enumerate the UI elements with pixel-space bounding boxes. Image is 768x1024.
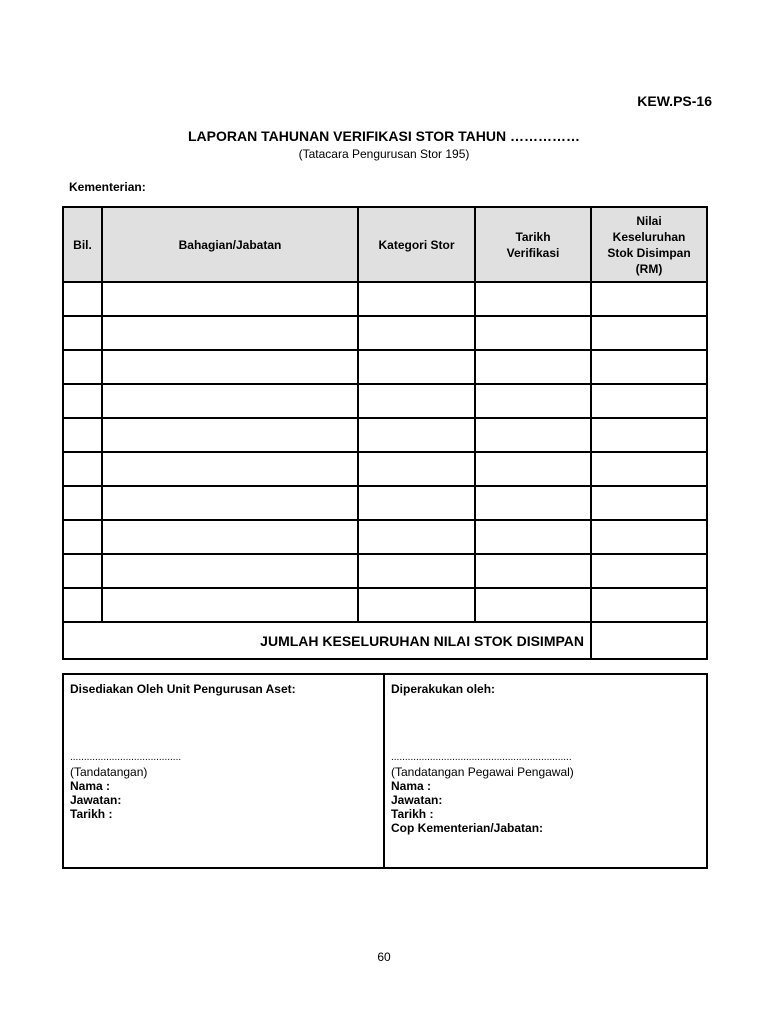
header-nilai-line3: Stok Disimpan bbox=[607, 245, 691, 260]
signature-label: (Tandatangan Pegawai Pengawal) bbox=[391, 765, 574, 779]
page-number: 60 bbox=[377, 950, 391, 964]
bahagian-cell[interactable] bbox=[102, 282, 358, 316]
tarikh-cell[interactable] bbox=[475, 452, 591, 486]
header-bil: Bil. bbox=[63, 207, 102, 282]
tarikh-field: Tarikh : bbox=[391, 807, 434, 821]
table-body bbox=[63, 282, 707, 659]
kategori-cell[interactable] bbox=[358, 384, 475, 418]
tarikh-cell[interactable] bbox=[475, 282, 591, 316]
signature-label: (Tandatangan) bbox=[70, 765, 148, 779]
bil-cell[interactable] bbox=[63, 350, 102, 384]
certified-by-section bbox=[384, 674, 707, 868]
tarikh-cell[interactable] bbox=[475, 350, 591, 384]
prepared-by-details bbox=[70, 751, 181, 821]
certified-by-heading: Diperakukan oleh: bbox=[391, 682, 496, 696]
prepared-by-section bbox=[63, 674, 384, 868]
nilai-cell[interactable] bbox=[591, 418, 707, 452]
total-value-cell[interactable] bbox=[591, 622, 707, 659]
tarikh-cell[interactable] bbox=[475, 554, 591, 588]
kategori-cell[interactable] bbox=[358, 452, 475, 486]
bahagian-cell[interactable] bbox=[102, 452, 358, 486]
bil-cell[interactable] bbox=[63, 588, 102, 622]
bil-cell[interactable] bbox=[63, 418, 102, 452]
signature-line: ........................................ bbox=[70, 752, 182, 763]
signature-line: ................................................................. bbox=[391, 752, 572, 763]
form-code: KEW.PS-16 bbox=[637, 93, 712, 109]
bil-cell[interactable] bbox=[63, 282, 102, 316]
kategori-cell[interactable] bbox=[358, 554, 475, 588]
table-row bbox=[63, 554, 707, 588]
kategori-cell[interactable] bbox=[358, 350, 475, 384]
nilai-cell[interactable] bbox=[591, 588, 707, 622]
bahagian-cell[interactable] bbox=[102, 520, 358, 554]
report-subtitle: (Tatacara Pengurusan Stor 195) bbox=[298, 147, 470, 161]
bahagian-cell[interactable] bbox=[102, 554, 358, 588]
nilai-cell[interactable] bbox=[591, 520, 707, 554]
kategori-cell[interactable] bbox=[358, 486, 475, 520]
table-row bbox=[63, 486, 707, 520]
bil-cell[interactable] bbox=[63, 384, 102, 418]
bil-cell[interactable] bbox=[63, 554, 102, 588]
tarikh-cell[interactable] bbox=[475, 316, 591, 350]
nama-field: Nama : bbox=[391, 779, 432, 793]
nilai-cell[interactable] bbox=[591, 486, 707, 520]
table-row bbox=[63, 588, 707, 622]
header-nilai-line1: Nilai bbox=[636, 213, 662, 228]
bahagian-cell[interactable] bbox=[102, 418, 358, 452]
kategori-cell[interactable] bbox=[358, 316, 475, 350]
tarikh-cell[interactable] bbox=[475, 418, 591, 452]
bahagian-cell[interactable] bbox=[102, 384, 358, 418]
jawatan-field: Jawatan: bbox=[391, 793, 443, 807]
stock-verification-table bbox=[62, 206, 708, 660]
table-row bbox=[63, 452, 707, 486]
nilai-cell[interactable] bbox=[591, 282, 707, 316]
bil-cell[interactable] bbox=[63, 486, 102, 520]
header-kategori-stor: Kategori Stor bbox=[358, 207, 475, 282]
table-row bbox=[63, 350, 707, 384]
bahagian-cell[interactable] bbox=[102, 350, 358, 384]
signature-table bbox=[62, 673, 708, 869]
nilai-cell[interactable] bbox=[591, 350, 707, 384]
header-nilai-line4: (RM) bbox=[635, 261, 663, 276]
nama-field: Nama : bbox=[70, 779, 111, 793]
bahagian-cell[interactable] bbox=[102, 588, 358, 622]
nilai-cell[interactable] bbox=[591, 384, 707, 418]
header-bahagian-jabatan: Bahagian/Jabatan bbox=[102, 207, 358, 282]
prepared-by-heading: Disediakan Oleh Unit Pengurusan Aset: bbox=[70, 682, 296, 696]
nilai-cell[interactable] bbox=[591, 554, 707, 588]
cop-field: Cop Kementerian/Jabatan: bbox=[391, 821, 544, 835]
header-tarikh-line2: Verifikasi bbox=[506, 245, 560, 260]
bil-cell[interactable] bbox=[63, 520, 102, 554]
report-title: LAPORAN TAHUNAN VERIFIKASI STOR TAHUN …………… bbox=[188, 128, 580, 144]
certified-by-details bbox=[391, 751, 574, 835]
table-row bbox=[63, 384, 707, 418]
table-row bbox=[63, 316, 707, 350]
total-label: JUMLAH KESELURUHAN NILAI STOK DISIMPAN bbox=[63, 622, 591, 659]
bahagian-cell[interactable] bbox=[102, 486, 358, 520]
bahagian-cell[interactable] bbox=[102, 316, 358, 350]
jawatan-field: Jawatan: bbox=[70, 793, 122, 807]
nilai-cell[interactable] bbox=[591, 452, 707, 486]
kategori-cell[interactable] bbox=[358, 282, 475, 316]
header-nilai-stok bbox=[591, 207, 707, 282]
kategori-cell[interactable] bbox=[358, 588, 475, 622]
kategori-cell[interactable] bbox=[358, 418, 475, 452]
header-nilai-line2: Keseluruhan bbox=[612, 229, 686, 244]
tarikh-cell[interactable] bbox=[475, 486, 591, 520]
ministry-label: Kementerian: bbox=[69, 180, 146, 194]
table-row bbox=[63, 418, 707, 452]
total-row bbox=[63, 622, 707, 659]
tarikh-field: Tarikh : bbox=[70, 807, 113, 821]
table-row bbox=[63, 520, 707, 554]
tarikh-cell[interactable] bbox=[475, 384, 591, 418]
kategori-cell[interactable] bbox=[358, 520, 475, 554]
tarikh-cell[interactable] bbox=[475, 520, 591, 554]
nilai-cell[interactable] bbox=[591, 316, 707, 350]
bil-cell[interactable] bbox=[63, 452, 102, 486]
bil-cell[interactable] bbox=[63, 316, 102, 350]
table-row bbox=[63, 282, 707, 316]
header-tarikh-verifikasi bbox=[475, 207, 591, 282]
table-header-row bbox=[63, 207, 707, 282]
header-tarikh-line1: Tarikh bbox=[515, 229, 551, 244]
tarikh-cell[interactable] bbox=[475, 588, 591, 622]
